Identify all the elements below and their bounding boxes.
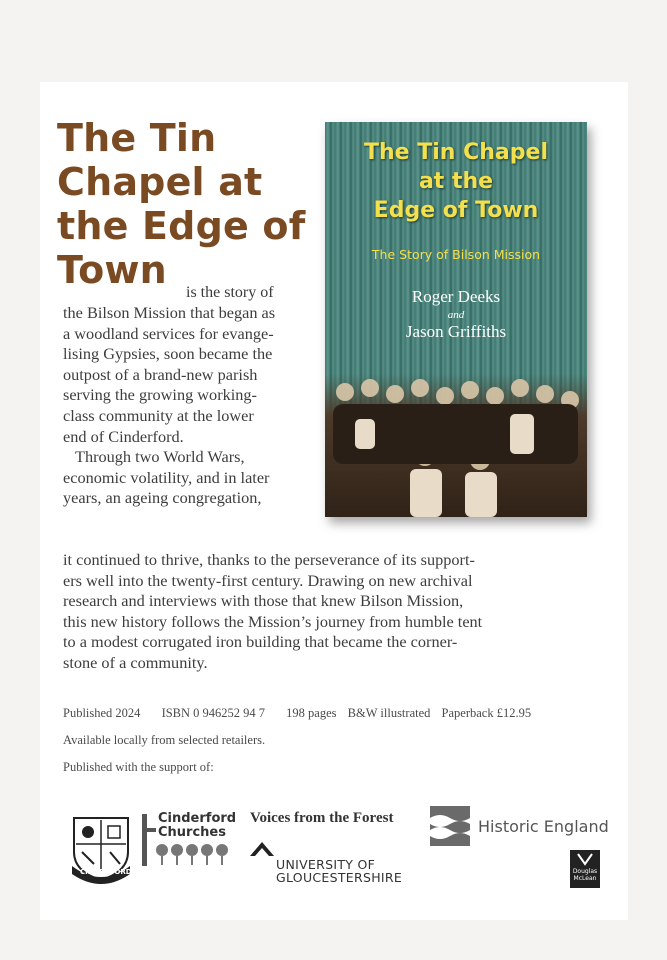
isbn: ISBN 0 946252 94 7 bbox=[161, 706, 266, 720]
text-line: end of Cinderford. bbox=[63, 426, 184, 446]
cover-and: and bbox=[447, 309, 465, 321]
university-chevron-icon bbox=[250, 840, 274, 858]
cc-line: Churches bbox=[158, 825, 226, 840]
historic-england-icon bbox=[430, 806, 470, 846]
text-line: the Bilson Mission that began as bbox=[63, 303, 276, 322]
dm-line: Douglas bbox=[572, 868, 598, 875]
crest-label: CINDERFORD bbox=[80, 868, 132, 876]
text-line: a woodland services for evange- bbox=[63, 323, 274, 343]
text-line: stone of a community. bbox=[63, 652, 208, 672]
book-title bbox=[57, 116, 327, 292]
cover-author-2: Jason Griffiths bbox=[405, 322, 507, 341]
title-line-4: Town bbox=[57, 248, 167, 292]
douglas-mclean-text bbox=[570, 868, 600, 882]
title-line-1: The Tin bbox=[57, 116, 217, 160]
cover-author-1: Roger Deeks bbox=[411, 287, 501, 306]
description-full-width bbox=[63, 550, 583, 674]
uog-line: GLOUCESTERSHIRE bbox=[276, 870, 403, 885]
cover-title-line: at the bbox=[418, 169, 494, 194]
dm-line: McLean bbox=[573, 875, 597, 882]
lead-in-text: is the story of bbox=[186, 284, 274, 301]
publication-details bbox=[63, 706, 549, 721]
text-line: this new history follows the Mission’s journey from humble tent bbox=[63, 611, 483, 631]
title-line-3: the Edge of bbox=[57, 204, 306, 248]
text-line: to a modest corrugated iron building that became the corner- bbox=[63, 632, 458, 652]
text-line: research and interviews with those that knew Bilson Mission, bbox=[63, 591, 464, 611]
text-line: years, an ageing congregation, bbox=[63, 488, 262, 508]
text-line: Through two World Wars, bbox=[75, 447, 245, 467]
cc-line: Cinderford bbox=[158, 811, 237, 826]
page-count: 198 pages bbox=[286, 706, 337, 720]
title-line-2: Chapel at bbox=[57, 160, 263, 204]
text-line: ers well into the twenty-first century. Drawing on new archival bbox=[63, 570, 473, 590]
availability: Available locally from selected retailers. bbox=[63, 733, 266, 747]
description-column bbox=[63, 303, 328, 509]
text-line: class community at the lower bbox=[63, 405, 254, 425]
cover-title bbox=[325, 138, 587, 225]
cinderford-churches-text bbox=[158, 812, 236, 840]
cover-photo bbox=[325, 374, 587, 517]
uog-line: UNIVERSITY OF bbox=[276, 857, 376, 872]
group-photo-illustration bbox=[325, 374, 587, 517]
text-line: serving the growing working- bbox=[63, 385, 257, 405]
cover-subtitle: The Story of Bilson Mission bbox=[371, 247, 541, 262]
illustration-note: B&W illustrated bbox=[347, 706, 431, 720]
text-line: it continued to thrive, thanks to the perseverance of its support- bbox=[63, 550, 475, 569]
historic-england-text: Historic England bbox=[478, 817, 609, 836]
text-line: lising Gypsies, soon became the bbox=[63, 344, 273, 364]
voices-from-the-forest: Voices from the Forest bbox=[250, 810, 394, 826]
format-price: Paperback £12.95 bbox=[441, 706, 532, 720]
cover-title-line: The Tin Chapel bbox=[364, 140, 548, 165]
support-statement: Published with the support of: bbox=[63, 760, 214, 774]
text-line: economic volatility, and in later bbox=[63, 467, 270, 487]
university-of-gloucestershire bbox=[276, 858, 402, 884]
book-cover bbox=[325, 122, 587, 517]
cover-title-line: Edge of Town bbox=[373, 198, 539, 223]
published-year: Published 2024 bbox=[63, 706, 141, 720]
text-line: outpost of a brand-new parish bbox=[63, 364, 258, 384]
